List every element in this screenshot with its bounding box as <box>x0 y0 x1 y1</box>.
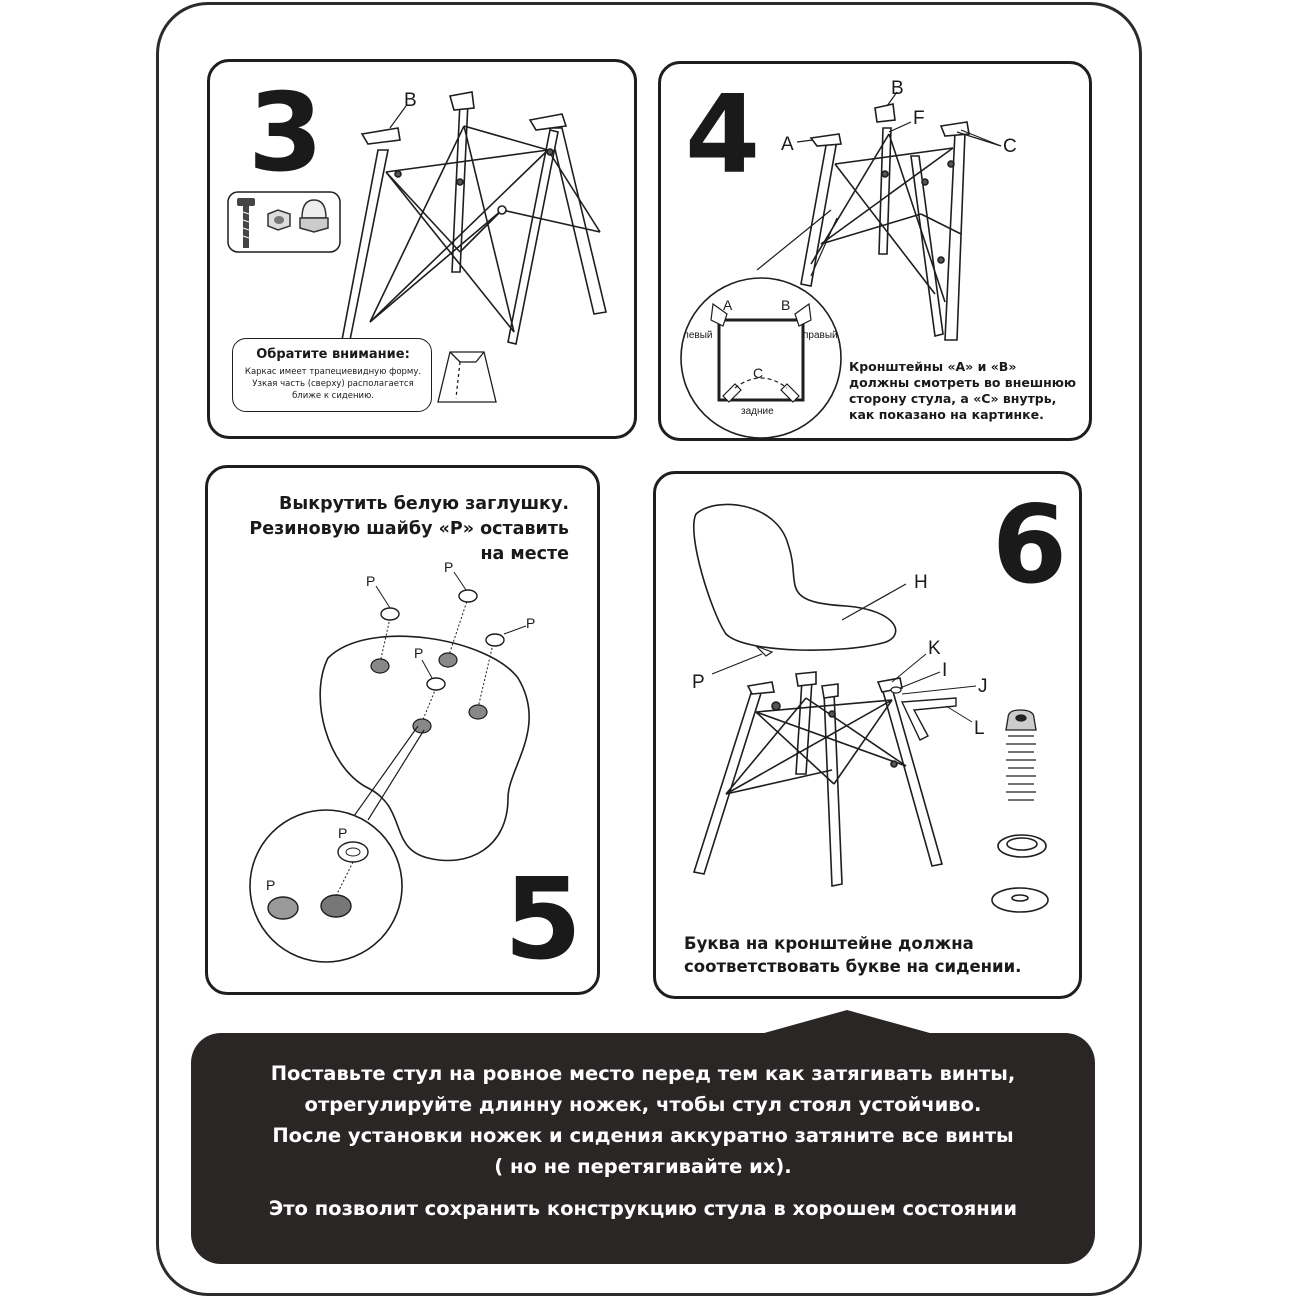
step-5-caption-line-2: Резиновую шайбу «Р» оставить <box>249 519 569 539</box>
banner-pointer <box>757 1010 937 1035</box>
step-6-label-p: P <box>692 672 705 693</box>
step-6-caption <box>684 932 1021 978</box>
step-5-label-p-1: P <box>366 573 376 589</box>
trapezoid-icon <box>438 352 496 402</box>
step-5-number: 5 <box>504 855 582 985</box>
step-4-caption-line-2: должны смотреть во внешнюю <box>849 375 1077 390</box>
step-4-panel <box>658 61 1092 441</box>
flat-washer-icon <box>992 888 1048 912</box>
inset-label-p-2: P <box>266 877 276 893</box>
notice-line-3: ближе к сидению. <box>292 391 374 401</box>
step-3-number: 3 <box>248 71 324 196</box>
step-3-label-b: B <box>404 90 417 111</box>
notice-line-1: Каркас имеет трапециевидную форму. <box>244 367 422 377</box>
step-4-number: 4 <box>685 73 761 198</box>
banner-line-3: После установки ножек и сидения аккуратно затяните все винты <box>272 1124 1014 1147</box>
step-4-label-c: C <box>1003 136 1017 157</box>
step-5-label-p-4: P <box>414 645 424 661</box>
step-4-caption-line-3: сторону стула, а «С» внутрь, <box>849 391 1057 406</box>
step-6-label-k: K <box>928 638 941 659</box>
notice-line-2: Узкая часть (сверху) располагается <box>252 379 414 389</box>
step-6-label-l: L <box>974 718 985 739</box>
step-4-caption-line-1: Кронштейны «А» и «В» <box>849 359 1017 374</box>
step-4-label-f: F <box>913 108 925 129</box>
inset-label-right: правый <box>803 330 838 341</box>
inset-label-a: A <box>723 297 733 313</box>
step-4-label-a: A <box>781 134 794 155</box>
step-4-caption <box>849 359 1076 423</box>
banner-line-4: ( но не перетягивайте их). <box>494 1155 792 1178</box>
inset-label-back: задние <box>741 406 774 417</box>
step-5-inset <box>250 810 402 962</box>
instruction-banner <box>191 1033 1095 1264</box>
inset-label-c: C <box>753 365 764 381</box>
step-6-label-h: H <box>914 572 928 593</box>
bolt-icon <box>237 198 255 248</box>
step-4-inset <box>681 278 841 438</box>
step-3-panel <box>207 59 637 439</box>
step-5-label-p-3: P <box>526 615 536 631</box>
notice-title: Обратите внимание: <box>256 347 410 362</box>
inset-label-left: левый <box>683 330 713 341</box>
step-5-label-p-2: P <box>444 559 454 575</box>
glide-spring-icon <box>1006 710 1036 800</box>
cap-nut-icon <box>300 200 328 232</box>
step-5-panel <box>205 465 600 995</box>
nut-icon <box>268 210 290 230</box>
allen-key-icon <box>902 698 956 740</box>
step-6-caption-line-1: Буква на кронштейне должна <box>684 934 974 953</box>
step-6-label-i: I <box>942 660 948 681</box>
step-4-caption-line-4: как показано на картинке. <box>849 407 1044 422</box>
banner-line-1: Поставьте стул на ровное место перед тем как затягивать винты, <box>270 1062 1016 1085</box>
step-5-caption-line-3: на месте <box>480 544 569 564</box>
step-4-label-b: B <box>891 78 904 99</box>
step-6-number: 6 <box>992 483 1068 608</box>
notice-text <box>239 366 427 402</box>
inset-label-p-1: P <box>338 825 348 841</box>
step-5-caption-line-1: Выкрутить белую заглушку. <box>279 494 569 514</box>
step-6-caption-line-2: соответствовать букве на сидении. <box>684 957 1022 976</box>
inset-label-b: B <box>781 297 791 313</box>
split-ring-icon <box>998 835 1046 857</box>
seat-shell <box>694 504 896 650</box>
step-6-panel <box>653 471 1082 999</box>
step-6-chair-drawing <box>656 474 1082 999</box>
notice-box <box>232 338 432 412</box>
banner-line-2: отрегулируйте длинну ножек, чтобы стул стоял устойчиво. <box>304 1093 982 1116</box>
banner-footer: Это позволит сохранить конструкцию стула в хорошем состоянии <box>268 1197 1018 1220</box>
step-6-label-j: J <box>978 676 988 697</box>
